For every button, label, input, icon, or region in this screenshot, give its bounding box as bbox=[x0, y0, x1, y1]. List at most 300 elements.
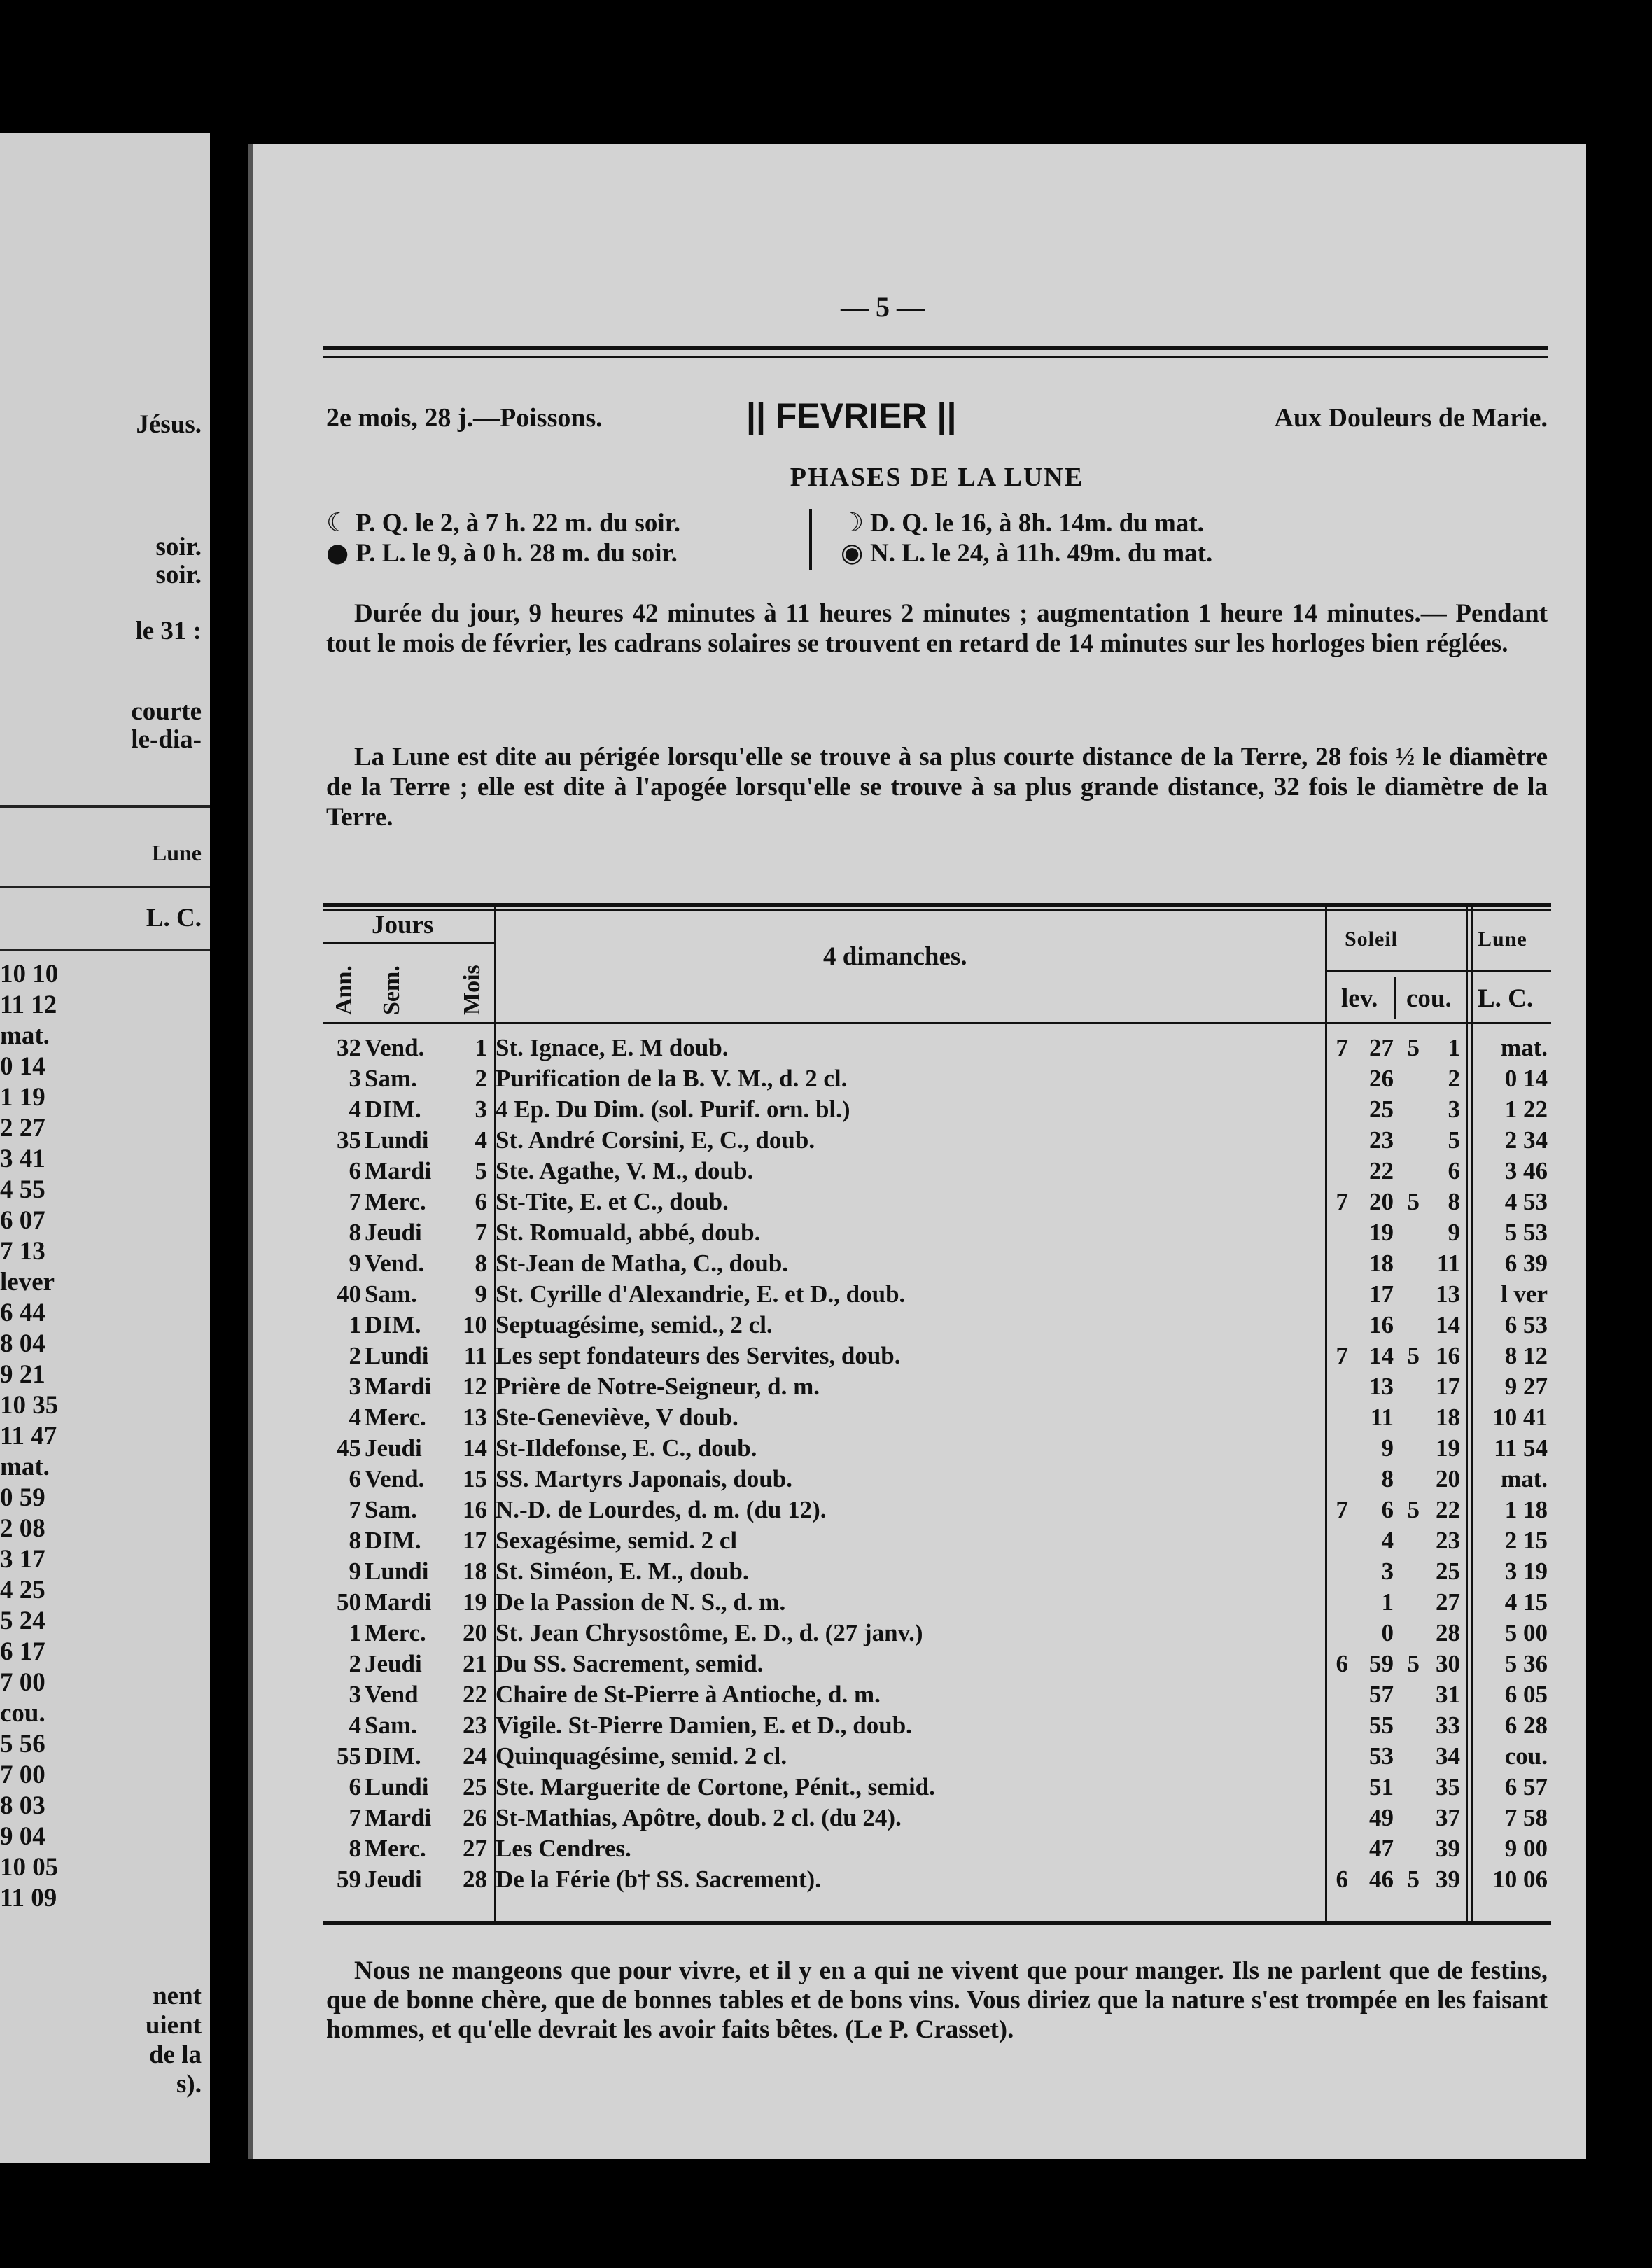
cell-lune: 2 15 bbox=[1504, 1527, 1548, 1554]
table-row bbox=[323, 1464, 1551, 1494]
first-quarter-moon-icon: ☾ bbox=[326, 507, 350, 538]
dimanches-header: 4 dimanches. bbox=[823, 942, 967, 971]
cell-mois: 22 bbox=[463, 1681, 487, 1708]
cell-scm: 39 bbox=[1436, 1865, 1460, 1893]
cell-saint: St-Jean de Matha, C., doub. bbox=[496, 1250, 789, 1277]
cell-scm: 19 bbox=[1436, 1434, 1460, 1462]
left-fragment: uient bbox=[145, 2011, 202, 2040]
cell-sem: DIM. bbox=[365, 1742, 421, 1770]
cell-saint: Ste. Marguerite de Cortone, Pénit., semid. bbox=[496, 1773, 935, 1800]
cell-mois: 13 bbox=[463, 1404, 487, 1431]
ann-header: Ann. bbox=[331, 965, 357, 1015]
cell-lune: 10 41 bbox=[1492, 1404, 1548, 1431]
left-fragment: nent bbox=[153, 1982, 202, 2010]
cell-slm: 16 bbox=[1369, 1311, 1394, 1338]
cell-saint: Prière de Notre-Seigneur, d. m. bbox=[496, 1373, 820, 1400]
cell-sch: 5 bbox=[1407, 1650, 1420, 1677]
cell-lune: 6 57 bbox=[1504, 1773, 1548, 1800]
cell-lune: 1 22 bbox=[1504, 1096, 1548, 1123]
cell-sch: 5 bbox=[1407, 1865, 1420, 1893]
cell-saint: Purification de la B. V. M., d. 2 cl. bbox=[496, 1065, 848, 1092]
cell-sem: Sam. bbox=[365, 1065, 417, 1092]
left-lune-value: 6 07 bbox=[0, 1206, 46, 1235]
cell-scm: 13 bbox=[1436, 1280, 1460, 1308]
cell-lune: 11 54 bbox=[1494, 1434, 1548, 1462]
cell-sch: 5 bbox=[1407, 1034, 1420, 1061]
cell-slm: 18 bbox=[1369, 1250, 1394, 1277]
cell-scm: 39 bbox=[1436, 1835, 1460, 1862]
cell-lune: 7 58 bbox=[1504, 1804, 1548, 1831]
cell-saint: Vigile. St-Pierre Damien, E. et D., doub. bbox=[496, 1712, 912, 1739]
cell-saint: St. André Corsini, E, C., doub. bbox=[496, 1126, 816, 1154]
cell-slm: 57 bbox=[1369, 1681, 1394, 1708]
left-lune-value: mat. bbox=[0, 1452, 50, 1481]
table-row bbox=[323, 1279, 1551, 1310]
cell-slm: 53 bbox=[1369, 1742, 1394, 1770]
cell-sem: Merc. bbox=[365, 1404, 426, 1431]
cell-ann: 40 bbox=[337, 1280, 361, 1308]
cell-mois: 16 bbox=[463, 1496, 487, 1523]
left-lune-value: 11 47 bbox=[0, 1422, 57, 1450]
cell-saint: SS. Martyrs Japonais, doub. bbox=[496, 1465, 792, 1492]
cell-scm: 31 bbox=[1436, 1681, 1460, 1708]
cell-ann: 55 bbox=[337, 1742, 361, 1770]
cell-slm: 22 bbox=[1369, 1157, 1394, 1184]
cell-saint: De la Férie (b† SS. Sacrement). bbox=[496, 1865, 821, 1893]
jours-header: Jours bbox=[372, 911, 434, 939]
cell-slm: 0 bbox=[1381, 1619, 1394, 1646]
cell-mois: 24 bbox=[463, 1742, 487, 1770]
cell-mois: 1 bbox=[475, 1034, 487, 1061]
table-row bbox=[323, 1094, 1551, 1125]
cell-sem: Lundi bbox=[365, 1773, 429, 1800]
cell-sem: Sam. bbox=[365, 1280, 417, 1308]
cell-sem: Lundi bbox=[365, 1558, 429, 1585]
cell-ann: 4 bbox=[349, 1096, 361, 1123]
cell-mois: 20 bbox=[463, 1619, 487, 1646]
cell-ann: 6 bbox=[349, 1773, 361, 1800]
cell-mois: 18 bbox=[463, 1558, 487, 1585]
left-lune-value: cou. bbox=[0, 1699, 46, 1728]
almanac-page bbox=[248, 144, 1586, 2160]
cell-mois: 23 bbox=[463, 1712, 487, 1739]
cell-slm: 20 bbox=[1369, 1188, 1394, 1215]
cell-sem: Vend. bbox=[365, 1250, 425, 1277]
cell-mois: 7 bbox=[475, 1219, 487, 1246]
cell-slm: 4 bbox=[1381, 1527, 1394, 1554]
phase-first-quarter: ☾ P. Q. le 2, à 7 h. 22 m. du soir. bbox=[326, 507, 680, 538]
cell-saint: Septuagésime, semid., 2 cl. bbox=[496, 1311, 773, 1338]
cell-saint: Quinquagésime, semid. 2 cl. bbox=[496, 1742, 788, 1770]
left-lune-value: 10 05 bbox=[0, 1853, 59, 1882]
left-fragment: courte bbox=[131, 697, 202, 726]
cell-ann: 8 bbox=[349, 1835, 361, 1862]
left-fragment: le-dia- bbox=[131, 725, 202, 754]
table-row bbox=[323, 1186, 1551, 1217]
cell-ann: 6 bbox=[349, 1465, 361, 1492]
moon-distance-paragraph: La Lune est dite au périgée lorsqu'elle se trouve à sa plus courte distance de la Terre, 28 fois ½ le diamètre de la Terre ; elle est dite à l'apogée lorsqu'elle se trouve à sa plus grande distance, 32 fois le diamètre de la Terre. bbox=[326, 743, 1548, 832]
cell-scm: 20 bbox=[1436, 1465, 1460, 1492]
cell-scm: 8 bbox=[1448, 1188, 1460, 1215]
cell-sem: Merc. bbox=[365, 1835, 426, 1862]
cell-saint: Les sept fondateurs des Servites, doub. bbox=[496, 1342, 901, 1369]
cell-ann: 35 bbox=[337, 1126, 361, 1154]
cell-slh: 7 bbox=[1336, 1188, 1348, 1215]
left-lune-value: 6 44 bbox=[0, 1298, 46, 1327]
table-row bbox=[323, 1556, 1551, 1587]
cell-slm: 59 bbox=[1369, 1650, 1394, 1677]
cell-scm: 28 bbox=[1436, 1619, 1460, 1646]
mois-header: Mois bbox=[459, 965, 485, 1015]
cell-slm: 23 bbox=[1369, 1126, 1394, 1154]
left-lune-header: Lune bbox=[151, 840, 202, 865]
cell-sem: Sam. bbox=[365, 1496, 417, 1523]
cell-lune: 8 12 bbox=[1504, 1342, 1548, 1369]
left-lune-value: 7 00 bbox=[0, 1760, 46, 1789]
cell-ann: 50 bbox=[337, 1588, 361, 1616]
cell-sem: Lundi bbox=[365, 1342, 429, 1369]
cell-scm: 25 bbox=[1436, 1558, 1460, 1585]
cell-saint: St. Romuald, abbé, doub. bbox=[496, 1219, 761, 1246]
cell-saint: St. Jean Chrysostôme, E. D., d. (27 janv.) bbox=[496, 1619, 923, 1646]
lc-header: L. C. bbox=[1478, 984, 1534, 1013]
cell-saint: St-Mathias, Apôtre, doub. 2 cl. (du 24). bbox=[496, 1804, 902, 1831]
cell-sch: 5 bbox=[1407, 1188, 1420, 1215]
last-quarter-moon-icon: ☽ bbox=[841, 507, 864, 538]
table-row bbox=[323, 1248, 1551, 1279]
left-lune-value: 4 25 bbox=[0, 1576, 46, 1604]
cell-mois: 9 bbox=[475, 1280, 487, 1308]
cell-sch: 5 bbox=[1407, 1342, 1420, 1369]
cell-mois: 4 bbox=[475, 1126, 487, 1154]
cell-sem: Lundi bbox=[365, 1126, 429, 1154]
cell-ann: 7 bbox=[349, 1496, 361, 1523]
cell-sem: Jeudi bbox=[365, 1865, 422, 1893]
cell-slh: 6 bbox=[1336, 1650, 1348, 1677]
cell-slm: 19 bbox=[1369, 1219, 1394, 1246]
cell-lune: 3 19 bbox=[1504, 1558, 1548, 1585]
cell-lune: 5 00 bbox=[1504, 1619, 1548, 1646]
cell-lune: 1 18 bbox=[1504, 1496, 1548, 1523]
month-name: FEVRIER bbox=[775, 396, 927, 435]
cell-ann: 32 bbox=[337, 1034, 361, 1061]
cell-saint: 4 Ep. Du Dim. (sol. Purif. orn. bl.) bbox=[496, 1096, 850, 1123]
cell-lune: mat. bbox=[1500, 1034, 1548, 1061]
cell-slm: 6 bbox=[1381, 1496, 1394, 1523]
table-row bbox=[323, 1864, 1551, 1895]
quote-footer: Nous ne mangeons que pour vivre, et il y en a qui ne vivent que pour manger. Ils ne parlent que de festins, que de bonne chère, que de bonnes tables et de bons vins. Vous diriez que la nature s'est trompée en les faisant hommes, et qu'elle devrait les avoir faits bêtes. (Le P. Crasset). bbox=[326, 1956, 1548, 2044]
cell-lune: 10 06 bbox=[1492, 1865, 1548, 1893]
cell-mois: 27 bbox=[463, 1835, 487, 1862]
table-row bbox=[323, 1063, 1551, 1094]
cell-scm: 33 bbox=[1436, 1712, 1460, 1739]
table-row bbox=[323, 1710, 1551, 1741]
cell-sem: Jeudi bbox=[365, 1219, 422, 1246]
phase-full-moon: ● P. L. le 9, à 0 h. 28 m. du soir. bbox=[326, 538, 678, 568]
left-lune-value: 4 55 bbox=[0, 1175, 46, 1204]
phase-last-quarter: ☽ D. Q. le 16, à 8h. 14m. du mat. bbox=[841, 507, 1204, 538]
left-fragment: s). bbox=[176, 2070, 202, 2099]
cell-sem: DIM. bbox=[365, 1527, 421, 1554]
cell-ann: 45 bbox=[337, 1434, 361, 1462]
left-lune-value: 9 04 bbox=[0, 1822, 46, 1851]
left-lune-value: 3 17 bbox=[0, 1545, 46, 1574]
cell-scm: 11 bbox=[1436, 1250, 1460, 1277]
left-lune-value: 11 09 bbox=[0, 1884, 57, 1912]
cell-mois: 12 bbox=[463, 1373, 487, 1400]
cell-sem: Jeudi bbox=[365, 1434, 422, 1462]
cell-saint: St-Tite, E. et C., doub. bbox=[496, 1188, 729, 1215]
table-row bbox=[323, 1310, 1551, 1340]
left-lune-value: 1 19 bbox=[0, 1083, 46, 1112]
table-row bbox=[323, 1648, 1551, 1679]
left-lune-value: mat. bbox=[0, 1021, 50, 1050]
cell-mois: 15 bbox=[463, 1465, 487, 1492]
cell-lune: 6 39 bbox=[1504, 1250, 1548, 1277]
cell-scm: 35 bbox=[1436, 1773, 1460, 1800]
cell-sem: Vend. bbox=[365, 1034, 425, 1061]
cell-saint: N.-D. de Lourdes, d. m. (du 12). bbox=[496, 1496, 827, 1523]
cell-slm: 8 bbox=[1381, 1465, 1394, 1492]
cell-scm: 23 bbox=[1436, 1527, 1460, 1554]
phases-title: PHASES DE LA LUNE bbox=[790, 463, 1084, 492]
cell-slm: 27 bbox=[1369, 1034, 1394, 1061]
cell-slh: 7 bbox=[1336, 1342, 1348, 1369]
day-length-paragraph: Durée du jour, 9 heures 42 minutes à 11 heures 2 minutes ; augmentation 1 heure 14 minutes.— Pendant tout le mois de février, les cadrans solaires se trouvent en retard de 14 minutes sur les horloges bien réglées. bbox=[326, 599, 1548, 658]
header-double-rule bbox=[323, 346, 1548, 358]
cell-sem: DIM. bbox=[365, 1311, 421, 1338]
cell-ann: 7 bbox=[349, 1804, 361, 1831]
left-lune-value: 7 00 bbox=[0, 1668, 46, 1697]
cell-sem: Merc. bbox=[365, 1188, 426, 1215]
month-info: 2e mois, 28 j.—Poissons. bbox=[326, 403, 603, 433]
cell-mois: 19 bbox=[463, 1588, 487, 1616]
cell-sem: Mardi bbox=[365, 1373, 432, 1400]
table-row bbox=[323, 1679, 1551, 1710]
cell-saint: Ste. Agathe, V. M., doub. bbox=[496, 1157, 754, 1184]
cell-scm: 1 bbox=[1448, 1034, 1460, 1061]
cell-scm: 16 bbox=[1436, 1342, 1460, 1369]
cell-ann: 2 bbox=[349, 1342, 361, 1369]
left-lc-header: L. C. bbox=[146, 904, 202, 932]
cell-ann: 8 bbox=[349, 1219, 361, 1246]
table-row bbox=[323, 1125, 1551, 1156]
phase-new-moon: ◉ N. L. le 24, à 11h. 49m. du mat. bbox=[841, 538, 1213, 568]
cell-slh: 7 bbox=[1336, 1034, 1348, 1061]
cell-lune: 9 27 bbox=[1504, 1373, 1548, 1400]
cell-sem: Mardi bbox=[365, 1588, 432, 1616]
left-lune-value: 0 14 bbox=[0, 1052, 46, 1081]
left-lune-value: 2 08 bbox=[0, 1514, 46, 1543]
cell-mois: 17 bbox=[463, 1527, 487, 1554]
cell-mois: 14 bbox=[463, 1434, 487, 1462]
cell-scm: 37 bbox=[1436, 1804, 1460, 1831]
cell-mois: 10 bbox=[463, 1311, 487, 1338]
full-moon-icon: ● bbox=[326, 538, 349, 568]
cell-slm: 13 bbox=[1369, 1373, 1394, 1400]
cell-mois: 3 bbox=[475, 1096, 487, 1123]
cell-slm: 3 bbox=[1381, 1558, 1394, 1585]
cell-mois: 28 bbox=[463, 1865, 487, 1893]
cell-slm: 14 bbox=[1369, 1342, 1394, 1369]
left-fragment: Jésus. bbox=[136, 410, 202, 439]
cell-mois: 26 bbox=[463, 1804, 487, 1831]
cell-lune: 5 53 bbox=[1504, 1219, 1548, 1246]
cell-ann: 4 bbox=[349, 1712, 361, 1739]
cell-lune: 5 36 bbox=[1504, 1650, 1548, 1677]
cell-saint: St-Ildefonse, E. C., doub. bbox=[496, 1434, 757, 1462]
left-page-fragment bbox=[0, 133, 210, 2163]
calendar-table bbox=[323, 903, 1551, 1925]
cell-saint: De la Passion de N. S., d. m. bbox=[496, 1588, 786, 1616]
new-moon-icon: ◉ bbox=[841, 538, 864, 568]
cell-scm: 2 bbox=[1448, 1065, 1460, 1092]
cell-ann: 59 bbox=[337, 1865, 361, 1893]
cell-lune: 6 05 bbox=[1504, 1681, 1548, 1708]
table-row bbox=[323, 1618, 1551, 1648]
left-lune-value: 6 17 bbox=[0, 1637, 46, 1666]
cell-scm: 9 bbox=[1448, 1219, 1460, 1246]
cell-lune: 0 14 bbox=[1504, 1065, 1548, 1092]
cell-slm: 49 bbox=[1369, 1804, 1394, 1831]
cell-slm: 47 bbox=[1369, 1835, 1394, 1862]
left-lune-value: 9 21 bbox=[0, 1360, 46, 1389]
cell-sem: Mardi bbox=[365, 1804, 432, 1831]
cell-slh: 6 bbox=[1336, 1865, 1348, 1893]
cell-lune: cou. bbox=[1504, 1742, 1548, 1770]
cell-sem: Vend bbox=[365, 1681, 419, 1708]
cell-saint: Les Cendres. bbox=[496, 1835, 631, 1862]
cell-ann: 7 bbox=[349, 1188, 361, 1215]
cell-saint: Du SS. Sacrement, semid. bbox=[496, 1650, 764, 1677]
cell-ann: 3 bbox=[349, 1681, 361, 1708]
cell-lune: mat. bbox=[1500, 1465, 1548, 1492]
cell-saint: Chaire de St-Pierre à Antioche, d. m. bbox=[496, 1681, 881, 1708]
table-row bbox=[323, 1741, 1551, 1772]
cell-scm: 17 bbox=[1436, 1373, 1460, 1400]
left-fragment: soir. bbox=[155, 561, 202, 589]
cell-lune: 4 53 bbox=[1504, 1188, 1548, 1215]
left-fragment: le 31 : bbox=[135, 617, 202, 645]
cell-sem: Sam. bbox=[365, 1712, 417, 1739]
left-lune-value: 2 27 bbox=[0, 1114, 46, 1142]
left-lune-value: 3 41 bbox=[0, 1144, 46, 1173]
cell-saint: Ste-Geneviève, V doub. bbox=[496, 1404, 738, 1431]
left-lune-value: 8 03 bbox=[0, 1791, 46, 1820]
left-lune-value: 10 10 bbox=[0, 960, 59, 988]
month-title: || FEVRIER || bbox=[746, 396, 957, 435]
table-row bbox=[323, 1433, 1551, 1464]
table-row bbox=[323, 1833, 1551, 1864]
cell-mois: 11 bbox=[463, 1342, 487, 1369]
cell-slm: 55 bbox=[1369, 1712, 1394, 1739]
cell-scm: 22 bbox=[1436, 1496, 1460, 1523]
cell-saint: Sexagésime, semid. 2 cl bbox=[496, 1527, 738, 1554]
cell-slm: 17 bbox=[1369, 1280, 1394, 1308]
cell-slm: 26 bbox=[1369, 1065, 1394, 1092]
table-row bbox=[323, 1587, 1551, 1618]
left-lune-value: 10 35 bbox=[0, 1391, 59, 1420]
cell-scm: 30 bbox=[1436, 1650, 1460, 1677]
cell-mois: 2 bbox=[475, 1065, 487, 1092]
table-row bbox=[323, 1340, 1551, 1371]
table-row bbox=[323, 1802, 1551, 1833]
cell-ann: 3 bbox=[349, 1065, 361, 1092]
cell-lune: 6 53 bbox=[1504, 1311, 1548, 1338]
cell-slm: 51 bbox=[1369, 1773, 1394, 1800]
left-lune-value: 0 59 bbox=[0, 1483, 46, 1512]
cell-scm: 3 bbox=[1448, 1096, 1460, 1123]
cell-ann: 9 bbox=[349, 1250, 361, 1277]
cell-lune: 3 46 bbox=[1504, 1157, 1548, 1184]
page-number: — 5 — bbox=[841, 291, 925, 323]
table-row bbox=[323, 1032, 1551, 1063]
cell-scm: 14 bbox=[1436, 1311, 1460, 1338]
cell-scm: 34 bbox=[1436, 1742, 1460, 1770]
cell-slm: 1 bbox=[1381, 1588, 1394, 1616]
sem-header: Sem. bbox=[379, 965, 405, 1015]
left-lune-value: 7 13 bbox=[0, 1237, 46, 1266]
cell-lune: l ver bbox=[1500, 1280, 1548, 1308]
left-lune-value: lever bbox=[0, 1268, 55, 1296]
cell-lune: 6 28 bbox=[1504, 1712, 1548, 1739]
cell-ann: 8 bbox=[349, 1527, 361, 1554]
cell-slm: 25 bbox=[1369, 1096, 1394, 1123]
cell-slm: 46 bbox=[1369, 1865, 1394, 1893]
table-row bbox=[323, 1772, 1551, 1802]
cell-ann: 4 bbox=[349, 1404, 361, 1431]
cell-lune: 9 00 bbox=[1504, 1835, 1548, 1862]
cell-sem: Merc. bbox=[365, 1619, 426, 1646]
cell-sem: Mardi bbox=[365, 1157, 432, 1184]
cell-sem: Jeudi bbox=[365, 1650, 422, 1677]
left-fragment: de la bbox=[148, 2040, 202, 2069]
cell-mois: 21 bbox=[463, 1650, 487, 1677]
table-row bbox=[323, 1494, 1551, 1525]
month-header bbox=[326, 396, 1548, 438]
cell-saint: St. Ignace, E. M doub. bbox=[496, 1034, 729, 1061]
left-fragment: soir. bbox=[155, 533, 202, 561]
table-row bbox=[323, 1402, 1551, 1433]
cell-lune: 2 34 bbox=[1504, 1126, 1548, 1154]
left-lune-value: 5 56 bbox=[0, 1730, 46, 1758]
left-lune-value: 5 24 bbox=[0, 1606, 46, 1635]
left-lune-value: 11 12 bbox=[0, 990, 57, 1019]
soleil-header: Soleil bbox=[1345, 927, 1399, 951]
cell-saint: St. Cyrille d'Alexandrie, E. et D., doub. bbox=[496, 1280, 906, 1308]
cell-sem: Vend. bbox=[365, 1465, 425, 1492]
cell-ann: 1 bbox=[349, 1311, 361, 1338]
cell-ann: 9 bbox=[349, 1558, 361, 1585]
cell-scm: 5 bbox=[1448, 1126, 1460, 1154]
cell-slh: 7 bbox=[1336, 1496, 1348, 1523]
cell-mois: 8 bbox=[475, 1250, 487, 1277]
table-row bbox=[323, 1156, 1551, 1186]
cell-mois: 6 bbox=[475, 1188, 487, 1215]
left-lune-value: 8 04 bbox=[0, 1329, 46, 1358]
cell-ann: 3 bbox=[349, 1373, 361, 1400]
cell-lune: 4 15 bbox=[1504, 1588, 1548, 1616]
cell-sem: DIM. bbox=[365, 1096, 421, 1123]
cell-mois: 25 bbox=[463, 1773, 487, 1800]
cell-saint: St. Siméon, E. M., doub. bbox=[496, 1558, 749, 1585]
cell-scm: 18 bbox=[1436, 1404, 1460, 1431]
cell-slm: 11 bbox=[1370, 1404, 1394, 1431]
table-row bbox=[323, 1371, 1551, 1402]
cell-scm: 6 bbox=[1448, 1157, 1460, 1184]
lune-header: Lune bbox=[1478, 927, 1527, 951]
cell-mois: 5 bbox=[475, 1157, 487, 1184]
